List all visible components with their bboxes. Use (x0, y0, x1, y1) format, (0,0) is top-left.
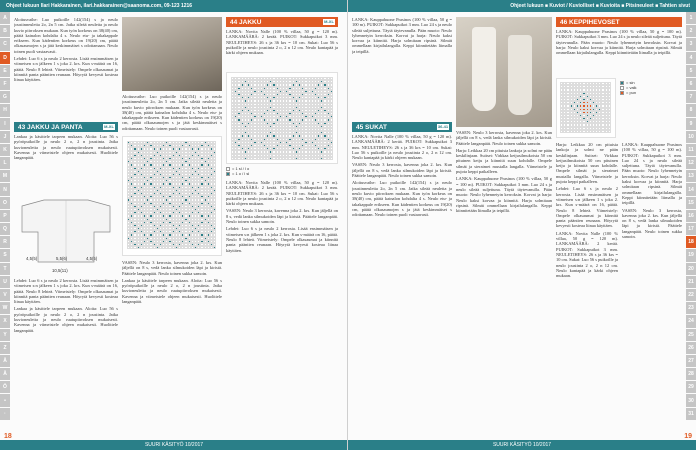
index-tab: K (0, 144, 10, 156)
text-column-3 (122, 94, 222, 134)
index-tab: 27 (686, 355, 696, 367)
swatch-icon (226, 172, 230, 176)
sock-image (508, 35, 532, 115)
text-column-43 (14, 134, 118, 194)
text-column-4 (122, 260, 222, 398)
index-tab: 16 (686, 210, 696, 222)
paragraph: LANKA: Kauppahuone Prasinos (100 % villaa, 50 g = 100 m). PUIKOT: Sukkapuikot 3 mm. Luo 24 s ja neulo sileää suljettuna. Täytä täytevanulla. Pään muoto: Neulo lyhennetyin kerroksin. Korvat ja harja: Neulo kaksi korvaa ja kiinnitä. Harja solmitaan ripsinä. Silmät ommellaan kirjailulangalla. Keppi kiinnitetään liimalla ja teipillä. (622, 142, 682, 206)
paragraph: Lankaa ja käsittele tarpeen mukaan. Aloita: Luo 56 s pyöröpuikoille ja neulo 2 o, 2 n joustinta. Jatka kuvioneuletta ja neulo ruutupiirroksen mukaisesti. Kavenna ja viimeistele ohjeen mukaisesti. Huolittele langanpäät. (14, 134, 118, 161)
text-column-2 (14, 278, 118, 398)
index-tab: F (0, 78, 10, 90)
index-tab: M (0, 170, 10, 182)
knit-chart-left (122, 136, 222, 256)
jacket-photo (122, 17, 222, 91)
section-title-text: 44 JAKKU (230, 19, 262, 26)
paragraph: Harja: Leikkaa 20 cm pituisia lankoja ja solmi ne pään keskilinjaan. Suitset: Virkkaa ketjusilmukoista 50 cm pituinen ketju ja kiinnitä suun kohdalle. Ompele silmät ja sieraimet mustalla langalla. Viimeistele ja pujota keppi paikalleen. (556, 142, 618, 185)
index-tab: 19 (686, 249, 696, 261)
chart-legend (620, 80, 682, 95)
pattern-grid (231, 77, 333, 160)
paragraph: Lehdet: Luo 6 s ja neulo 2 kerrosta. Lisää ensimmäisen ja viimeisen s:n jälkeen 1 s joka 2. krs. Kun s-määrä on 16, päätä. Neulo 8 lehteä. Viimeistely: Ompele olkasaumat ja kiinnitä panta pääntien reunaan. Höyrytä kevyesti kosteaa liinaa käyttäen. (226, 226, 338, 253)
index-tab: 1 (686, 12, 696, 24)
right-footer: SUURI KÄSITYÖ 10/2017 (348, 440, 696, 450)
legend-text: = 1 o / l sl (232, 171, 250, 176)
index-tab: 10 (686, 131, 696, 143)
paragraph: LANKA: Kauppahuone Prasinos (100 % villaa, 50 g = 100 m). PUIKOT: Sukkapuikot 3 mm. Luo 24 s ja neulo sileää suljettuna. Täytä täytevanulla. Pään muoto: Neulo lyhennetyin kerroksin. Korvat ja harja: Neulo kaksi korvaa ja kiinnitä. Harja solmitaan ripsinä. Silmät ommellaan kirjailulangalla. Keppi kiinnitetään liimalla ja teipillä. (556, 29, 682, 56)
chart-cell (608, 130, 611, 133)
index-tab: 15 (686, 197, 696, 209)
paragraph: LANKA: Kauppahuone Prasinos (100 % villaa, 50 g = 100 m). PUIKOT: Sukkapuikot 3 mm. Luo 24 s ja neulo sileää suljettuna. Täytä täytevanulla. Pään muoto: Neulo lyhennetyin kerroksin. Korvat ja harja: Neulo kaksi korvaa ja kiinnitä. Harja solmitaan ripsinä. Silmät ommellaan kirjailulangalla. Keppi kiinnitetään liimalla ja teipillä. (352, 17, 452, 54)
index-tab: Q (0, 223, 10, 235)
index-tab: L (0, 157, 10, 169)
index-tab: 7 (686, 91, 696, 103)
index-tab: 5 (686, 65, 696, 77)
paragraph: VASEN: Neulo 3 kerrosta, kavenna joka 2. krs. Kun jäljellä on 8 s, vedä lanka silmukoiden läpi ja kiristä. Päättele langanpäät. Neulo toinen sukka samoin. (226, 208, 338, 225)
index-tab: D (0, 52, 10, 64)
index-tab: 29 (686, 381, 696, 393)
chart-cell (330, 157, 333, 160)
size-badge: 36-41 (437, 124, 449, 129)
index-tab: 11 (686, 144, 696, 156)
index-tab: 8 (686, 104, 696, 116)
text-column-5 (226, 180, 338, 398)
text-column-45 (352, 134, 452, 398)
index-tab: J (0, 131, 10, 143)
section-title-43 (14, 122, 118, 132)
index-tab: O (0, 197, 10, 209)
index-tab: 17 (686, 223, 696, 235)
index-tab: 6 (686, 78, 696, 90)
index-tab: N (0, 183, 10, 195)
paragraph: Aloitusvaihe: Luo puikoille 142(154) s ja neulo joustinneuletta 2o, 2n 5 cm. Jatka sileää neuletta ja neulo kuvio piirroksen mukaan. Kun työn korkeus on 38(40) cm, päätä kainalon kohdalta 4 s. Neulo etu- ja takakappale erikseen. Kun kädentien korkeus on 19(20) cm, päätä olkasaumojen s ja jätä keskimmäiset s odottamaan. Neulo toinen puoli vastaavasti. (14, 17, 118, 54)
index-tab: 9 (686, 118, 696, 130)
index-tab: 18 (686, 236, 696, 248)
paragraph: LANKA: Novita Nalle (100 % villaa, 50 g = 120 m). LANKAMÄÄRÄ: 2 kerää. PUIKOT: Sukkapuikot 3 mm. NEULETIHEYS: 26 s ja 36 krs = 10 cm. Sukat: Luo 56 s puikoille ja neulo joustinta 2 o, 2 n 12 cm. Neulo kantapää ja kärki ohjeen mukaan. (556, 230, 618, 279)
size-badge: M-XL (104, 124, 114, 129)
knit-chart-44 (226, 72, 338, 164)
index-tab: 4 (686, 52, 696, 64)
index-tab: H (0, 104, 10, 116)
index-tab: Z (0, 342, 10, 354)
right-page (348, 0, 696, 450)
measure-label: 10,5(11) (52, 268, 68, 273)
text-column-7 (456, 130, 552, 398)
paragraph: VASEN: Neulo 3 kerrosta, kavenna joka 2. krs. Kun jäljellä on 8 s, vedä lanka silmukoiden läpi ja kiristä. Päättele langanpäät. Neulo toinen sukka samoin. (122, 260, 222, 276)
index-tab: 14 (686, 183, 696, 195)
text-column-9 (622, 142, 682, 398)
section-title-44 (226, 17, 338, 27)
index-tab: T (0, 263, 10, 275)
index-tab: U (0, 276, 10, 288)
legend-text: = valk (626, 85, 637, 90)
index-tab: I (0, 118, 10, 130)
paragraph: Lehdet: Luo 6 s ja neulo 2 kerrosta. Lisää ensimmäisen ja viimeisen s:n jälkeen 1 s joka 2. krs. Kun s-määrä on 16, päätä. Neulo 8 lehteä. Viimeistely: Ompele olkasaumat ja kiinnitä panta pääntien reunaan. Höyrytä kevyesti kosteaa liinaa käyttäen. (556, 186, 618, 229)
measure-label: 4,5(5) (86, 256, 98, 261)
index-tab: 2 (686, 25, 696, 37)
paragraph: Aloitusvaihe: Luo puikoille 142(154) s ja neulo joustinneuletta 2o, 2n 5 cm. Jatka sileää neuletta ja neulo kuvio piirroksen mukaan. Kun työn korkeus on 38(40) cm, päätä kainalon kohdalta 4 s. Neulo etu- ja takakappale erikseen. Kun kädentien korkeus on 19(20) cm, päätä olkasaumojen s ja jätä keskimmäiset s odottamaan. Neulo toinen puoli vastaavasti. (122, 94, 222, 131)
paragraph: LANKA: Novita Nalle (100 % villaa, 50 g = 120 m). LANKAMÄÄRÄ: 2 kerää. PUIKOT: Sukkapuikot 3 mm. NEULETIHEYS: 26 s ja 36 krs = 10 cm. Sukat: Luo 56 s puikoille ja neulo joustinta 2 o, 2 n 12 cm. Neulo kantapää ja kärki ohjeen mukaan. (352, 134, 452, 161)
right-tab-index (686, 12, 696, 421)
index-tab: 3 (686, 38, 696, 50)
text-column-8 (556, 142, 618, 398)
paragraph: VASEN: Neulo 3 kerrosta, kavenna joka 2. krs. Kun jäljellä on 8 s, vedä lanka silmukoiden läpi ja kiristä. Päättele langanpäät. Neulo toinen sukka samoin. (622, 207, 682, 240)
paragraph: Lankaa ja käsittele tarpeen mukaan. Aloita: Luo 56 s pyöröpuikoille ja neulo 2 o, 2 n joustinta. Jatka kuvioneuletta ja neulo ruutupiirroksen mukaisesti. Kavenna ja viimeistele ohjeen mukaisesti. Huolittele langanpäät. (122, 277, 222, 305)
index-tab: 23 (686, 302, 696, 314)
text-column-44 (226, 29, 338, 69)
index-tab: G (0, 91, 10, 103)
chart-legend (226, 166, 338, 176)
index-tab: 24 (686, 315, 696, 327)
paragraph: Aloitusvaihe: Luo puikoille 142(154) s ja neulo joustinneuletta 2o, 2n 5 cm. Jatka sileää neuletta ja neulo kuvio piirroksen mukaan. Kun työn korkeus on 38(40) cm, päätä kainalon kohdalta 4 s. Neulo etu- ja takakappale erikseen. Kun kädentien korkeus on 19(20) cm, päätä olkasaumojen s ja jätä keskimmäiset s odottamaan. Neulo toinen puoli vastaavasti. (352, 180, 452, 218)
section-title-text: 43 JAKKU JA PANTA (18, 124, 83, 131)
swatch-icon (620, 91, 624, 95)
index-tab: P (0, 210, 10, 222)
index-tab: 13 (686, 170, 696, 182)
left-tab-index (0, 12, 10, 421)
text-column-46 (556, 29, 682, 75)
index-tab: R (0, 236, 10, 248)
socks-photo (456, 17, 552, 127)
size-badge: M-XL (324, 19, 334, 24)
paragraph: Lehdet: Luo 6 s ja neulo 2 kerrosta. Lisää ensimmäisen ja viimeisen s:n jälkeen 1 s joka 2. krs. Kun s-määrä on 16, päätä. Neulo 8 lehteä. Viimeistely: Ompele olkasaumat ja kiinnitä panta pääntien reunaan. Höyrytä kevyesti kosteaa liinaa käyttäen. (14, 56, 118, 83)
legend-item (226, 171, 338, 176)
index-tab: · (0, 408, 10, 420)
pattern-grid (560, 82, 611, 133)
index-tab: A (0, 12, 10, 24)
index-tab: 31 (686, 408, 696, 420)
sock-image (472, 27, 496, 111)
page-number: 19 (684, 433, 692, 440)
section-title-45 (352, 122, 452, 132)
index-tab: 22 (686, 289, 696, 301)
paragraph: Lehdet: Luo 6 s ja neulo 2 kerrosta. Lisää ensimmäisen ja viimeisen s:n jälkeen 1 s joka 2. krs. Kun s-määrä on 16, päätä. Neulo 8 lehteä. Viimeistely: Ompele olkasaumat ja kiinnitä panta pääntien reunaan. Höyrytä kevyesti kosteaa liinaa käyttäen. (14, 278, 118, 305)
text-column-1 (14, 17, 118, 120)
measure-label: 4,5(5) (26, 256, 38, 261)
chart-cell (213, 246, 216, 249)
text-column-6 (352, 17, 452, 120)
index-tab: 20 (686, 263, 696, 275)
index-tab: S (0, 249, 10, 261)
left-header: Ohjeet lukuun Ilari Hakkarainen, ilari.hakkarainen@saanoma.com, 09-123 1216 (0, 0, 348, 12)
paragraph: LANKA: Novita Nalle (100 % villaa, 50 g = 120 m). LANKAMÄÄRÄ: 2 kerää. PUIKOT: Sukkapuikot 3 mm. NEULETIHEYS: 26 s ja 36 krs = 10 cm. Sukat: Luo 56 s puikoille ja neulo joustinta 2 o, 2 n 12 cm. Neulo kantapää ja kärki ohjeen mukaan. (226, 180, 338, 207)
index-tab: • (0, 394, 10, 406)
index-tab: W (0, 302, 10, 314)
index-tab: 30 (686, 394, 696, 406)
index-tab: Ö (0, 381, 10, 393)
section-title-text: 46 KEPPIHEVOSET (560, 19, 620, 26)
measure-label: 5,5(6) (56, 256, 68, 261)
index-tab: 28 (686, 368, 696, 380)
legend-text: = pun (626, 90, 637, 95)
index-tab: E (0, 65, 10, 77)
left-footer: SUURI KÄSITYÖ 10/2017 (0, 440, 348, 450)
index-tab: 25 (686, 329, 696, 341)
index-tab: X (0, 315, 10, 327)
legend-text: = sin (626, 80, 635, 85)
page-number: 18 (4, 433, 12, 440)
index-tab: V (0, 289, 10, 301)
index-tab: 21 (686, 276, 696, 288)
paragraph: VASEN: Neulo 3 kerrosta, kavenna joka 2. krs. Kun jäljellä on 8 s, vedä lanka silmukoiden läpi ja kiristä. Päättele langanpäät. Neulo toinen sukka samoin. (456, 130, 552, 146)
pattern-grid (127, 141, 216, 249)
paragraph: VASEN: Neulo 3 kerrosta, kavenna joka 2. krs. Kun jäljellä on 8 s, vedä lanka silmukoiden läpi ja kiristä. Päättele langanpäät. Neulo toinen sukka samoin. (352, 162, 452, 179)
index-tab: C (0, 38, 10, 50)
index-tab: Ä (0, 368, 10, 380)
paragraph: Harja: Leikkaa 20 cm pituisia lankoja ja solmi ne pään keskilinjaan. Suitset: Virkkaa ketjusilmukoista 50 cm pituinen ketju ja kiinnitä suun kohdalle. Ompele silmät ja sieraimet mustalla langalla. Viimeistele ja pujota keppi paikalleen. (456, 147, 552, 175)
index-tab: B (0, 25, 10, 37)
section-title-46 (556, 17, 682, 27)
section-title-text: 45 SUKAT (356, 124, 387, 131)
index-tab: 12 (686, 157, 696, 169)
index-tab: 26 (686, 342, 696, 354)
paragraph: LANKA: Novita Nalle (100 % villaa, 50 g = 120 m). LANKAMÄÄRÄ: 2 kerää. PUIKOT: Sukkapuikot 3 mm. NEULETIHEYS: 26 s ja 36 krs = 10 cm. Sukat: Luo 56 s puikoille ja neulo joustinta 2 o, 2 n 12 cm. Neulo kantapää ja kärki ohjeen mukaan. (226, 29, 338, 56)
paragraph: LANKA: Kauppahuone Prasinos (100 % villaa, 50 g = 100 m). PUIKOT: Sukkapuikot 3 mm. Luo 24 s ja neulo sileää suljettuna. Täytä täytevanulla. Pään muoto: Neulo lyhennetyin kerroksin. Korvat ja harja: Neulo kaksi korvaa ja kiinnitä. Harja solmitaan ripsinä. Silmät ommellaan kirjailulangalla. Keppi kiinnitetään liimalla ja teipillä. (456, 176, 552, 214)
knit-chart-46 (556, 78, 616, 138)
legend-item (620, 90, 682, 95)
paragraph: Lankaa ja käsittele tarpeen mukaan. Aloita: Luo 56 s pyöröpuikoille ja neulo 2 o, 2 n joustinta. Jatka kuvioneuletta ja neulo ruutupiirroksen mukaisesti. Kavenna ja viimeistele ohjeen mukaisesti. Huolittele langanpäät. (14, 306, 118, 333)
index-tab: Y (0, 329, 10, 341)
index-tab: Å (0, 355, 10, 367)
right-header: Ohjeet lukuun ■ Kuviot / Kuviolliset ■ Kuvioita ■ Pitsineuleet ■ Tahtien sivut (348, 0, 696, 12)
legend-text: = 1 sl / l o (232, 166, 250, 171)
